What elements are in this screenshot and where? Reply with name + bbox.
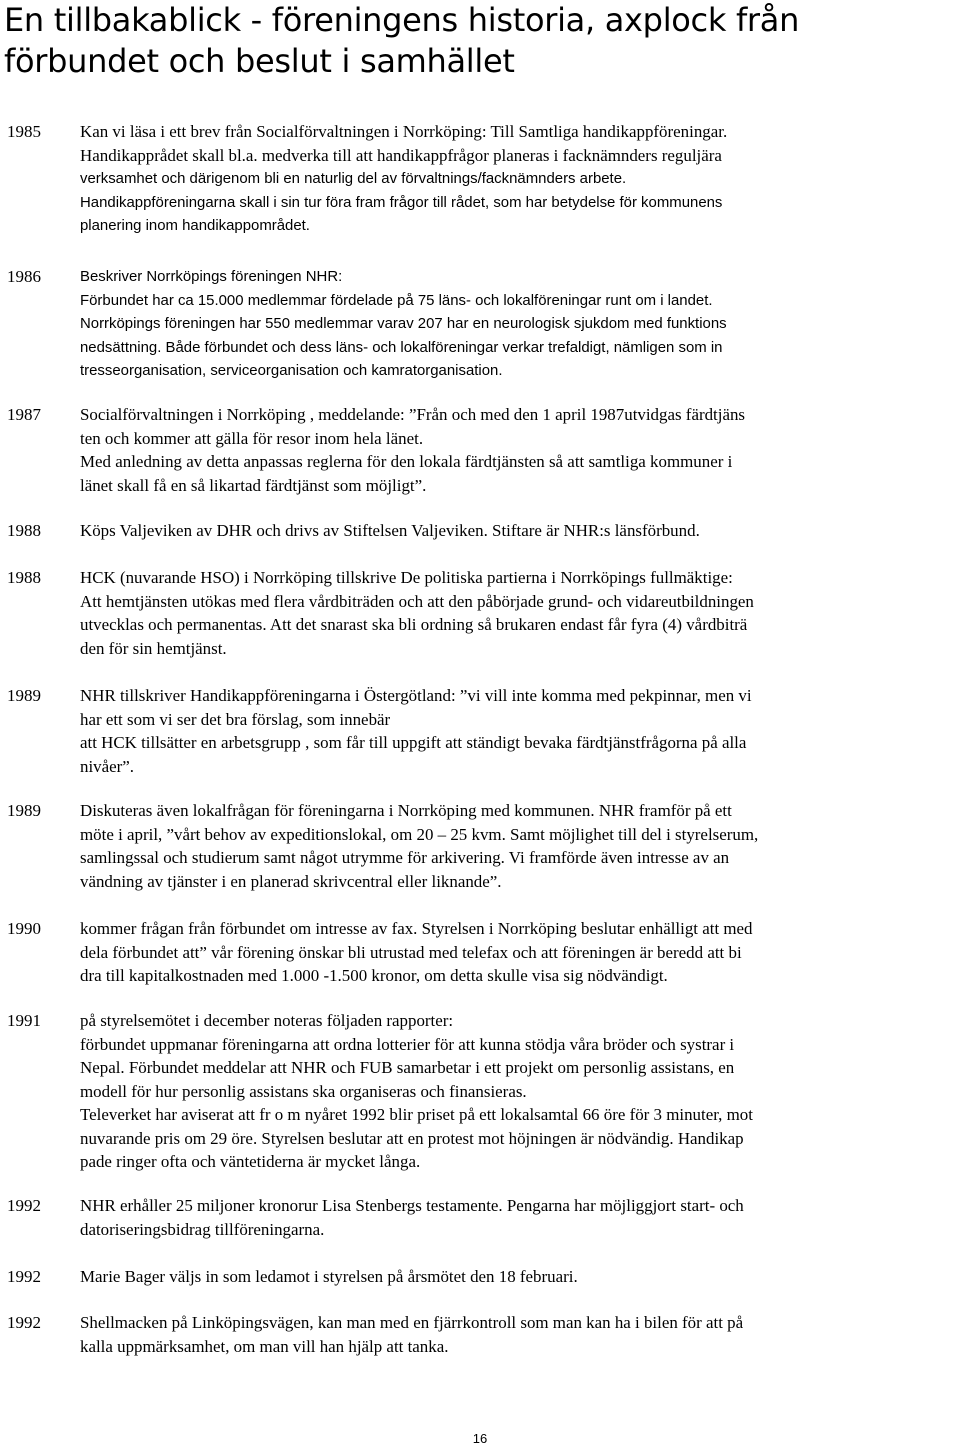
entry-text-line: Att hemtjänsten utökas med flera vårdbiträden och att den påbörjade grund- och vidareutbildningen bbox=[80, 591, 754, 611]
entry-text-line: på styrelsemötet i december noteras följaden rapporter: bbox=[80, 1011, 454, 1030]
entry-text-line: utvecklas och permanentas. Att det snarast ska bli ordning så brukaren endast får fyra (4) vårdbiträ bbox=[80, 615, 748, 634]
entry-text-line: den för sin hemtjänst. bbox=[80, 638, 227, 658]
entry-year: 1992 bbox=[7, 1313, 41, 1332]
entry-text-line: nedsättning. Både förbundet och dess läns- och lokalföreningar verkar trefaldigt, nämligen som in bbox=[80, 338, 723, 356]
entry-text-line: ten och kommer att gälla för resor inom hela länet. bbox=[80, 428, 424, 448]
entry-text-line: samlingssal och studierum samt något utrymme för arkivering. Vi framförde även intresse av an bbox=[80, 848, 730, 867]
entry-text-line: Handikapprådet skall bl.a. medverka till att handikappfrågor planeras i facknämnders reguljära bbox=[80, 145, 722, 165]
page-number: 16 bbox=[472, 1431, 488, 1446]
entry-text-line: dela förbundet att” vår förening önskar bli utrustad med telefax och att föreningen är beredd att bi bbox=[80, 942, 742, 962]
entry-text-line: Marie Bager väljs in som ledamot i styrelsen på årsmötet den 18 februari. bbox=[80, 1267, 578, 1286]
entry-year: 1989 bbox=[7, 801, 41, 820]
entry-text-line: nuvarande pris om 29 öre. Styrelsen beslutar att en protest mot höjningen är nödvändig. Handikap bbox=[80, 1128, 744, 1148]
entry-text-line: NHR tillskriver Handikappföreningarna i Östergötland: ”vi vill inte komma med pekpinnar, men vi bbox=[80, 686, 752, 705]
entry-text bbox=[80, 1265, 960, 1289]
entry-year: 1992 bbox=[7, 1267, 41, 1286]
entry-text-line: tresseorganisation, serviceorganisation och kamratorganisation. bbox=[80, 362, 503, 379]
entry-text-line: verksamhet och därigenom bli en naturlig del av förvaltnings/facknämnders arbete. bbox=[80, 170, 627, 187]
entry-text-line: Beskriver Norrköpings föreningen NHR: bbox=[80, 268, 343, 285]
entry-text bbox=[80, 566, 960, 660]
entry-text-line: kommer frågan från förbundet om intresse av fax. Styrelsen i Norrköping beslutar enhälligt att med bbox=[80, 919, 753, 938]
entry-text-line: Norrköpings föreningen har 550 medlemmar varav 207 har en neurologisk sjukdom med funktions bbox=[80, 315, 727, 332]
entry-text-line: Förbundet har ca 15.000 medlemmar fördelade på 75 läns- och lokalföreningar runt om i landet. bbox=[80, 291, 713, 309]
entry-year: 1987 bbox=[7, 405, 41, 424]
entry-text-line: Nepal. Förbundet meddelar att NHR och FUB samarbetar i ett projekt om personlig assistans, en bbox=[80, 1058, 735, 1077]
entry-text bbox=[80, 799, 960, 893]
entry-text-line: Televerket har aviserat att fr o m nyåret 1992 blir priset på ett lokalsamtal 66 öre för 3 minuter, mot bbox=[80, 1105, 753, 1124]
entry-text-line: dra till kapitalkostnaden med 1.000 -1.500 kronor, om detta skulle visa sig nödvändigt. bbox=[80, 966, 668, 985]
entry-text-line: Med anledning av detta anpassas reglerna för den lokala färdtjänsten så att samtliga kommuner i bbox=[80, 452, 733, 471]
entry-text bbox=[80, 120, 960, 238]
entry-text-line: förbundet uppmanar föreningarna att ordna lotterier för att kunna stödja våra bröder och systrar i bbox=[80, 1034, 735, 1054]
entry-year: 1985 bbox=[7, 122, 41, 141]
entry-text-line: möte i april, ”vårt behov av expeditionslokal, om 20 – 25 kvm. Samt möjlighet till del i styrelserum, bbox=[80, 824, 759, 844]
entry-text-line: kalla uppmärksamhet, om man vill han hjälp att tanka. bbox=[80, 1336, 449, 1356]
entry-text-line: Diskuteras även lokalfrågan för föreningarna i Norrköping med kommunen. NHR framför på ett bbox=[80, 801, 732, 820]
entry-year: 1992 bbox=[7, 1196, 41, 1215]
entry-year: 1990 bbox=[7, 919, 41, 938]
entry-text bbox=[80, 1311, 960, 1358]
entry-text-line: länet skall få en så likartad färdtjänst som möjligt”. bbox=[80, 475, 427, 495]
entry-year: 1988 bbox=[7, 521, 41, 540]
entry-text-line: HCK (nuvarande HSO) i Norrköping tillskrive De politiska partierna i Norrköpings fullmäktige: bbox=[80, 568, 733, 587]
entry-text bbox=[80, 1009, 960, 1174]
entry-text bbox=[80, 265, 960, 383]
entry-text bbox=[80, 403, 960, 497]
entry-year: 1988 bbox=[7, 568, 41, 587]
entry-text-line: Shellmacken på Linköpingsvägen, kan man med en fjärrkontroll som man kan ha i bilen för att på bbox=[80, 1313, 744, 1332]
entry-text-line: nivåer”. bbox=[80, 756, 135, 776]
entry-year: 1991 bbox=[7, 1011, 41, 1030]
entry-text bbox=[80, 917, 960, 988]
entry-text bbox=[80, 684, 960, 778]
entry-text-line: Kan vi läsa i ett brev från Socialförvaltningen i Norrköping: Till Samtliga handikappföreningar. bbox=[80, 122, 728, 141]
entry-text-line: pade ringer ofta och väntetiderna är mycket långa. bbox=[80, 1152, 421, 1171]
entry-text-line: har ett som vi ser det bra förslag, som innebär bbox=[80, 709, 391, 729]
entry-text bbox=[80, 1194, 960, 1241]
entry-text-line: vändning av tjänster i en planerad skrivcentral eller liknande”. bbox=[80, 871, 502, 891]
entry-text-line: planering inom handikappområdet. bbox=[80, 217, 310, 234]
entry-text-line: Socialförvaltningen i Norrköping , meddelande: ”Från och med den 1 april 1987utvidgas färdtjäns bbox=[80, 405, 746, 424]
page-title-line: En tillbakablick - föreningens historia, axplock från bbox=[4, 1, 800, 39]
entry-text bbox=[80, 519, 960, 543]
entry-text-line: datoriseringsbidrag tillföreningarna. bbox=[80, 1219, 325, 1239]
entry-year: 1989 bbox=[7, 686, 41, 705]
entry-text-line: Köps Valjeviken av DHR och drivs av Stiftelsen Valjeviken. Stiftare är NHR:s länsförbund. bbox=[80, 521, 700, 540]
entry-text-line: Handikappföreningarna skall i sin tur föra fram frågor till rådet, som har betydelse för kommunens bbox=[80, 193, 723, 211]
entry-text-line: NHR erhåller 25 miljoner kronorur Lisa Stenbergs testamente. Pengarna har möjliggjort start- och bbox=[80, 1196, 744, 1215]
entry-year: 1986 bbox=[7, 267, 41, 286]
entry-text-line: modell för hur personlig assistans ska organiseras och finansieras. bbox=[80, 1081, 527, 1101]
entry-text-line: att HCK tillsätter en arbetsgrupp , som får till uppgift att ständigt bevaka färdtjänstfrågorna på alla bbox=[80, 733, 747, 752]
page-title-line: förbundet och beslut i samhället bbox=[4, 42, 515, 80]
page-title bbox=[4, 0, 954, 82]
